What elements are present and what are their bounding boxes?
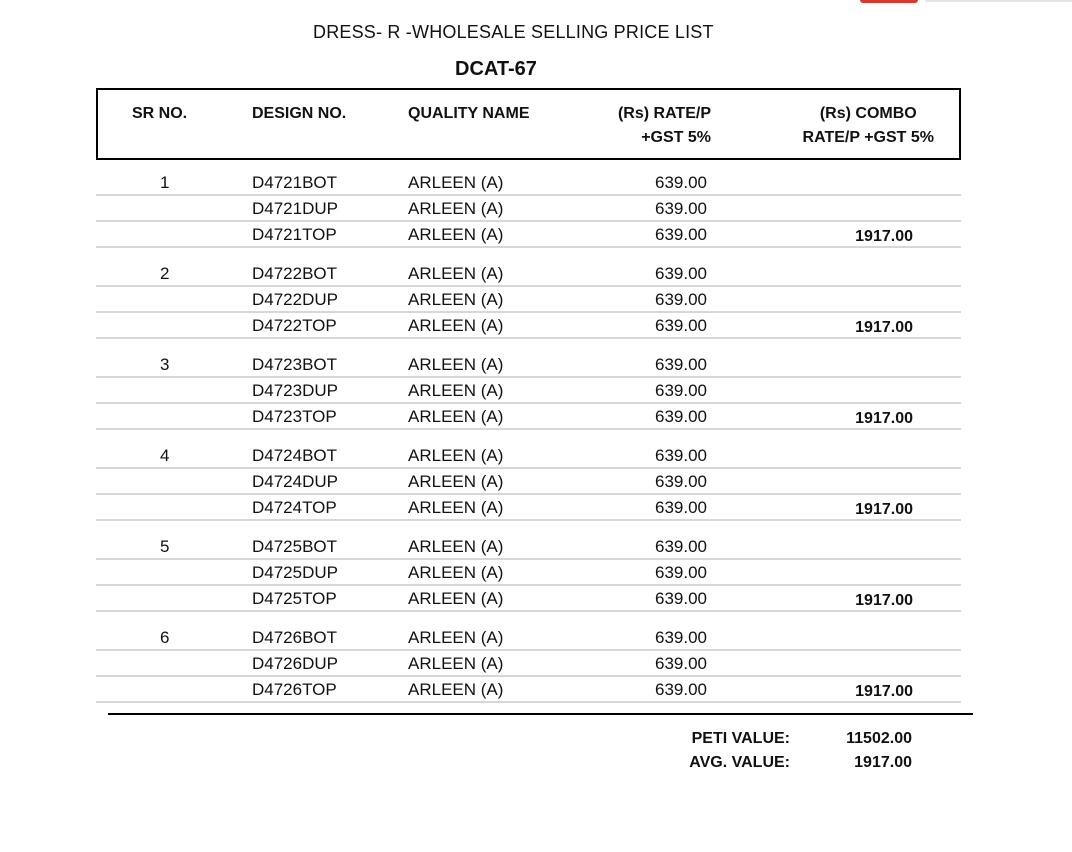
header-rate-line1: (Rs) RATE/P	[617, 105, 711, 122]
combo-rate-cell: 1917.00	[855, 319, 913, 336]
sr-no-cell: 6	[160, 628, 170, 647]
rate-cell: 639.00	[655, 290, 707, 309]
rate-cell: 639.00	[655, 628, 707, 647]
table-row	[96, 495, 961, 521]
quality-cell: ARLEEN (A)	[408, 290, 504, 309]
table-row	[96, 534, 961, 560]
combo-rate-cell: 1917.00	[855, 410, 913, 427]
design-no-cell: D4723BOT	[252, 355, 338, 374]
rate-cell: 639.00	[655, 407, 707, 426]
peti-value-label: PETI VALUE:	[691, 730, 790, 747]
rate-cell: 639.00	[655, 563, 707, 582]
design-group-5	[96, 534, 961, 612]
table-header	[96, 88, 961, 160]
design-no-cell: D4723DUP	[252, 381, 338, 400]
table-row	[96, 560, 961, 586]
design-group-4	[96, 443, 961, 521]
total-divider	[108, 713, 973, 715]
design-group-2	[96, 261, 961, 339]
design-no-cell: D4723TOP	[252, 407, 337, 426]
table-row	[96, 469, 961, 495]
design-no-cell: D4722TOP	[252, 316, 337, 335]
design-no-cell: D4722BOT	[252, 264, 338, 283]
corner-red-mark	[860, 0, 918, 3]
rate-cell: 639.00	[655, 355, 707, 374]
quality-cell: ARLEEN (A)	[408, 173, 504, 192]
table-row	[96, 313, 961, 339]
quality-cell: ARLEEN (A)	[408, 498, 504, 517]
corner-gray-mark	[925, 0, 1072, 2]
table-row	[96, 378, 961, 404]
design-no-cell: D4724DUP	[252, 472, 338, 491]
header-combo-line1: (Rs) COMBO	[819, 105, 917, 122]
sr-no-cell: 5	[160, 537, 170, 556]
sr-no-cell: 3	[160, 355, 170, 374]
sr-no-cell: 2	[160, 264, 170, 283]
design-group-1	[96, 170, 961, 248]
table-row	[96, 261, 961, 287]
header-combo-line2: RATE/P +GST 5%	[802, 129, 934, 146]
design-no-cell: D4726BOT	[252, 628, 338, 647]
combo-rate-cell: 1917.00	[855, 501, 913, 518]
table-row	[96, 677, 961, 703]
table-row	[96, 170, 961, 196]
avg-value: 1917.00	[854, 754, 912, 771]
combo-rate-cell: 1917.00	[855, 592, 913, 609]
avg-value-label: AVG. VALUE:	[689, 754, 790, 771]
quality-cell: ARLEEN (A)	[408, 446, 504, 465]
design-no-cell: D4726DUP	[252, 654, 338, 673]
header-quality-name: QUALITY NAME	[408, 105, 530, 122]
quality-cell: ARLEEN (A)	[408, 407, 504, 426]
combo-rate-cell: 1917.00	[855, 683, 913, 700]
table-row	[96, 443, 961, 469]
quality-cell: ARLEEN (A)	[408, 537, 504, 556]
table-row	[96, 404, 961, 430]
quality-cell: ARLEEN (A)	[408, 472, 504, 491]
header-sr-no: SR NO.	[132, 105, 188, 122]
header-rate	[618, 102, 711, 150]
table-row	[96, 352, 961, 378]
rate-cell: 639.00	[655, 472, 707, 491]
rate-cell: 639.00	[655, 446, 707, 465]
catalog-code: DCAT-67	[455, 58, 537, 80]
design-no-cell: D4722DUP	[252, 290, 338, 309]
rate-cell: 639.00	[655, 173, 707, 192]
table-row	[96, 625, 961, 651]
table-row	[96, 287, 961, 313]
design-no-cell: D4725BOT	[252, 537, 338, 556]
design-no-cell: D4724BOT	[252, 446, 338, 465]
design-no-cell: D4725DUP	[252, 563, 338, 582]
rate-cell: 639.00	[655, 589, 707, 608]
design-group-3	[96, 352, 961, 430]
quality-cell: ARLEEN (A)	[408, 680, 504, 699]
rate-cell: 639.00	[655, 654, 707, 673]
rate-cell: 639.00	[655, 316, 707, 335]
quality-cell: ARLEEN (A)	[408, 381, 504, 400]
rate-cell: 639.00	[655, 537, 707, 556]
quality-cell: ARLEEN (A)	[408, 628, 504, 647]
combo-rate-cell: 1917.00	[855, 228, 913, 245]
design-group-6	[96, 625, 961, 703]
table-row	[96, 586, 961, 612]
header-design-no: DESIGN NO.	[252, 105, 347, 122]
design-no-cell: D4721TOP	[252, 225, 337, 244]
table-body	[96, 170, 961, 716]
quality-cell: ARLEEN (A)	[408, 563, 504, 582]
quality-cell: ARLEEN (A)	[408, 225, 504, 244]
quality-cell: ARLEEN (A)	[408, 355, 504, 374]
quality-cell: ARLEEN (A)	[408, 589, 504, 608]
design-no-cell: D4721DUP	[252, 199, 338, 218]
design-no-cell: D4724TOP	[252, 498, 337, 517]
quality-cell: ARLEEN (A)	[408, 264, 504, 283]
rate-cell: 639.00	[655, 381, 707, 400]
design-no-cell: D4725TOP	[252, 589, 337, 608]
table-row	[96, 651, 961, 677]
quality-cell: ARLEEN (A)	[408, 654, 504, 673]
rate-cell: 639.00	[655, 498, 707, 517]
rate-cell: 639.00	[655, 680, 707, 699]
document-title: DRESS- R -WHOLESALE SELLING PRICE LIST	[313, 22, 714, 42]
design-no-cell: D4721BOT	[252, 173, 338, 192]
table-row	[96, 196, 961, 222]
table-row	[96, 222, 961, 248]
rate-cell: 639.00	[655, 225, 707, 244]
header-rate-line2: +GST 5%	[641, 129, 711, 146]
header-combo-rate	[803, 102, 934, 150]
rate-cell: 639.00	[655, 264, 707, 283]
peti-value: 11502.00	[846, 730, 912, 747]
sr-no-cell: 4	[160, 446, 170, 465]
quality-cell: ARLEEN (A)	[408, 316, 504, 335]
sr-no-cell: 1	[160, 173, 170, 192]
quality-cell: ARLEEN (A)	[408, 199, 504, 218]
design-no-cell: D4726TOP	[252, 680, 337, 699]
rate-cell: 639.00	[655, 199, 707, 218]
